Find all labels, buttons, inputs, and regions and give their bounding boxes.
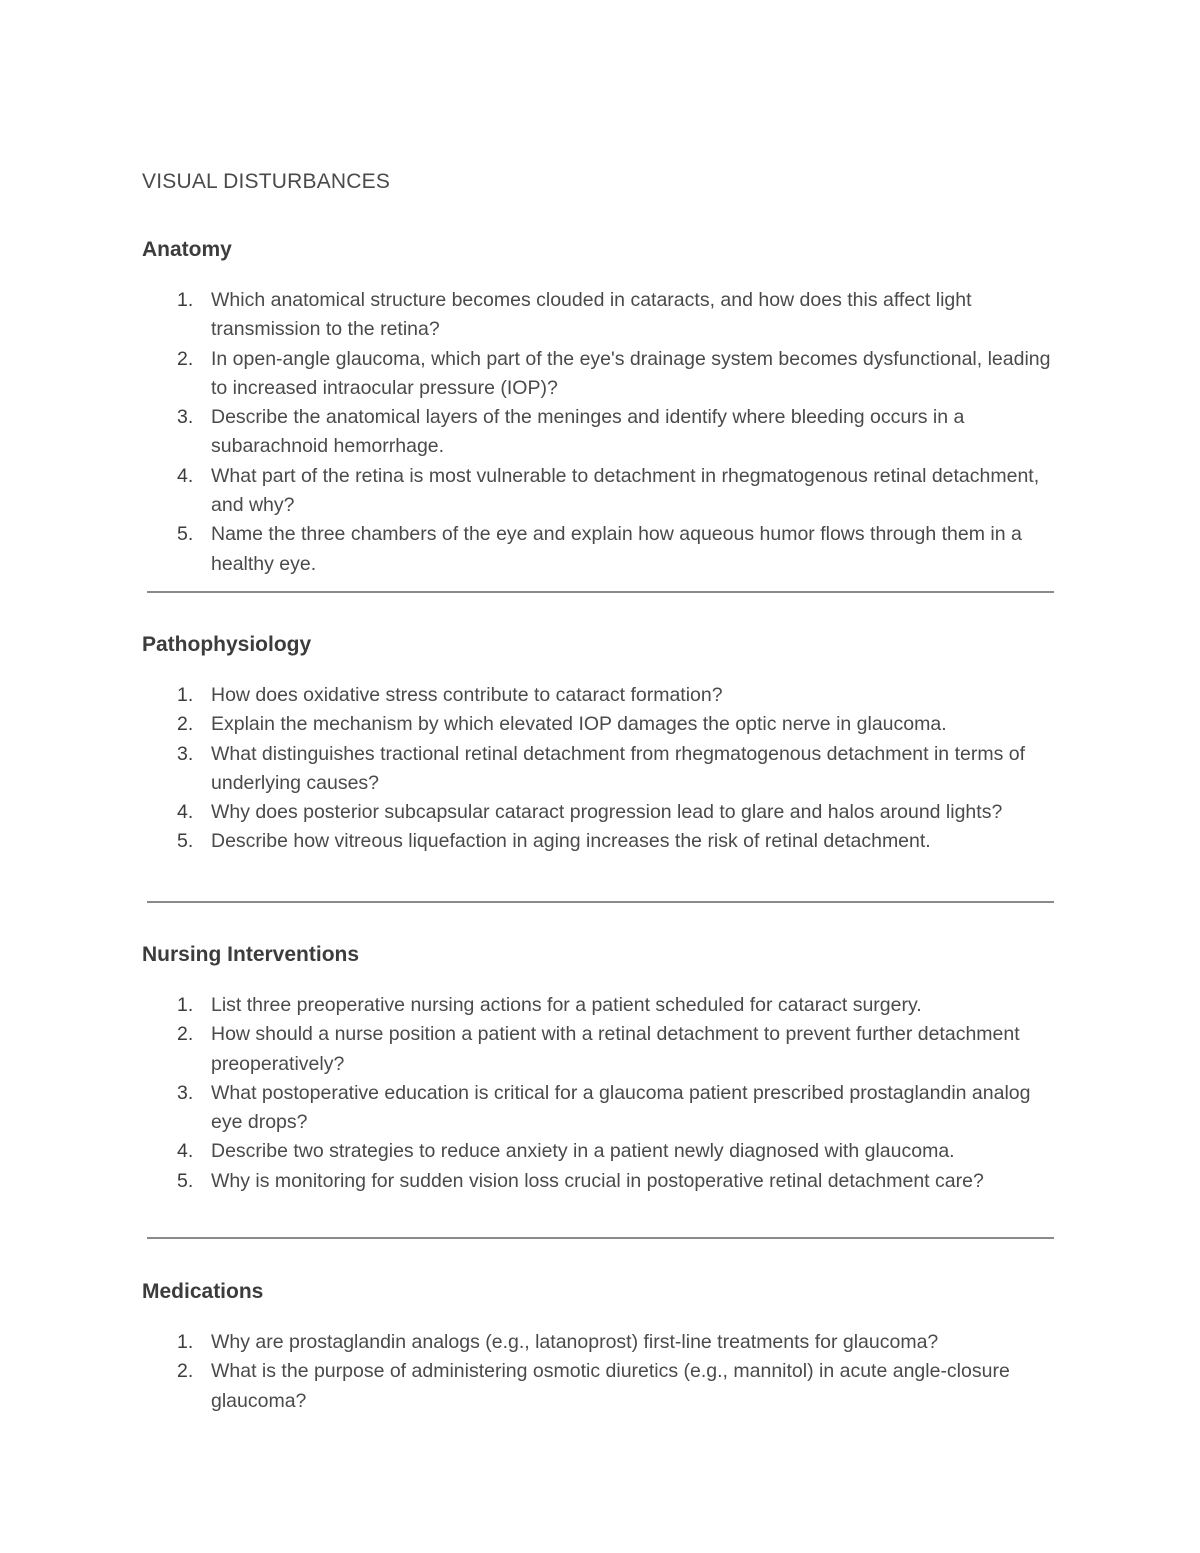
- document-title: VISUAL DISTURBANCES: [142, 170, 391, 193]
- question-item: [142, 1357, 1057, 1416]
- section-heading: Medications: [142, 1280, 264, 1303]
- question-item: [142, 345, 1057, 404]
- section-heading: Nursing Interventions: [142, 943, 360, 966]
- question-item: [142, 1328, 1057, 1357]
- question-list: [142, 991, 1057, 1196]
- question-number: 3.: [177, 742, 194, 765]
- section-pathophysiology: [142, 631, 1057, 857]
- section-divider: [147, 1237, 1054, 1239]
- section-medications: [142, 1278, 1057, 1416]
- question-text: What distinguishes tractional retinal detachment from rhegmatogenous detachment in terms of underlying causes?: [211, 742, 1026, 794]
- question-number: 3.: [177, 1081, 194, 1104]
- question-text: Why is monitoring for sudden vision loss crucial in postoperative retinal detachment care?: [211, 1169, 984, 1192]
- question-item: [142, 462, 1057, 521]
- question-item: [142, 1167, 1057, 1196]
- question-number: 5.: [177, 830, 194, 853]
- question-text: How does oxidative stress contribute to cataract formation?: [211, 684, 723, 706]
- question-number: 1.: [177, 994, 194, 1016]
- question-number: 2.: [177, 713, 194, 736]
- question-number: 2.: [177, 1360, 194, 1383]
- question-text: Describe how vitreous liquefaction in aging increases the risk of retinal detachment.: [211, 830, 931, 853]
- section-nursing-interventions: [142, 941, 1057, 1196]
- question-number: 2.: [177, 347, 194, 370]
- question-item: [142, 740, 1057, 799]
- question-number: 4.: [177, 801, 194, 824]
- question-number: 1.: [177, 289, 194, 311]
- question-text: What postoperative education is critical for a glaucoma patient prescribed prostaglandin analog eye drops?: [211, 1081, 1031, 1134]
- section-heading: Pathophysiology: [142, 633, 312, 656]
- question-number: 1.: [177, 684, 194, 706]
- question-number: 5.: [177, 523, 194, 546]
- question-text: Why are prostaglandin analogs (e.g., latanoprost) first-line treatments for glaucoma?: [211, 1331, 939, 1353]
- section-divider: [147, 901, 1054, 903]
- question-number: 4.: [177, 464, 194, 487]
- question-list: [142, 681, 1057, 857]
- section-divider: [147, 591, 1054, 593]
- question-text: In open-angle glaucoma, which part of the eye's drainage system becomes dysfunctional, leading to increased intraocular pressure (IOP)?: [211, 347, 1051, 399]
- question-item: [142, 1137, 1057, 1166]
- question-text: Which anatomical structure becomes clouded in cataracts, and how does this affect light transmission to the retina?: [211, 289, 972, 341]
- question-number: 2.: [177, 1023, 194, 1046]
- question-number: 4.: [177, 1140, 194, 1163]
- question-text: List three preoperative nursing actions for a patient scheduled for cataract surgery.: [211, 994, 922, 1016]
- section-anatomy: [142, 236, 1057, 579]
- question-item: [142, 991, 1057, 1020]
- question-item: [142, 520, 1057, 579]
- question-item: [142, 403, 1057, 462]
- question-number: 3.: [177, 406, 194, 429]
- question-item: [142, 681, 1057, 710]
- question-item: [142, 710, 1057, 739]
- question-text: Describe two strategies to reduce anxiety in a patient newly diagnosed with glaucoma.: [211, 1140, 955, 1163]
- question-list: [142, 1328, 1057, 1416]
- question-text: What part of the retina is most vulnerable to detachment in rhegmatogenous retinal detachment, and why?: [211, 464, 1040, 517]
- question-text: Name the three chambers of the eye and explain how aqueous humor flows through them in a healthy eye.: [211, 523, 1022, 575]
- question-number: 1.: [177, 1331, 194, 1353]
- question-text: What is the purpose of administering osmotic diuretics (e.g., mannitol) in acute angle-closure glaucoma?: [211, 1360, 1010, 1412]
- section-heading: Anatomy: [142, 238, 232, 261]
- question-list: [142, 286, 1057, 579]
- question-text: Why does posterior subcapsular cataract progression lead to glare and halos around lights?: [211, 801, 1003, 824]
- question-text: How should a nurse position a patient with a retinal detachment to prevent further detachment preoperatively?: [211, 1023, 1020, 1075]
- question-text: Describe the anatomical layers of the meninges and identify where bleeding occurs in a subarachnoid hemorrhage.: [211, 406, 965, 458]
- question-item: [142, 1020, 1057, 1079]
- question-item: [142, 798, 1057, 827]
- question-number: 5.: [177, 1169, 194, 1192]
- question-item: [142, 1079, 1057, 1138]
- question-item: [142, 827, 1057, 856]
- question-item: [142, 286, 1057, 345]
- question-text: Explain the mechanism by which elevated IOP damages the optic nerve in glaucoma.: [211, 713, 947, 736]
